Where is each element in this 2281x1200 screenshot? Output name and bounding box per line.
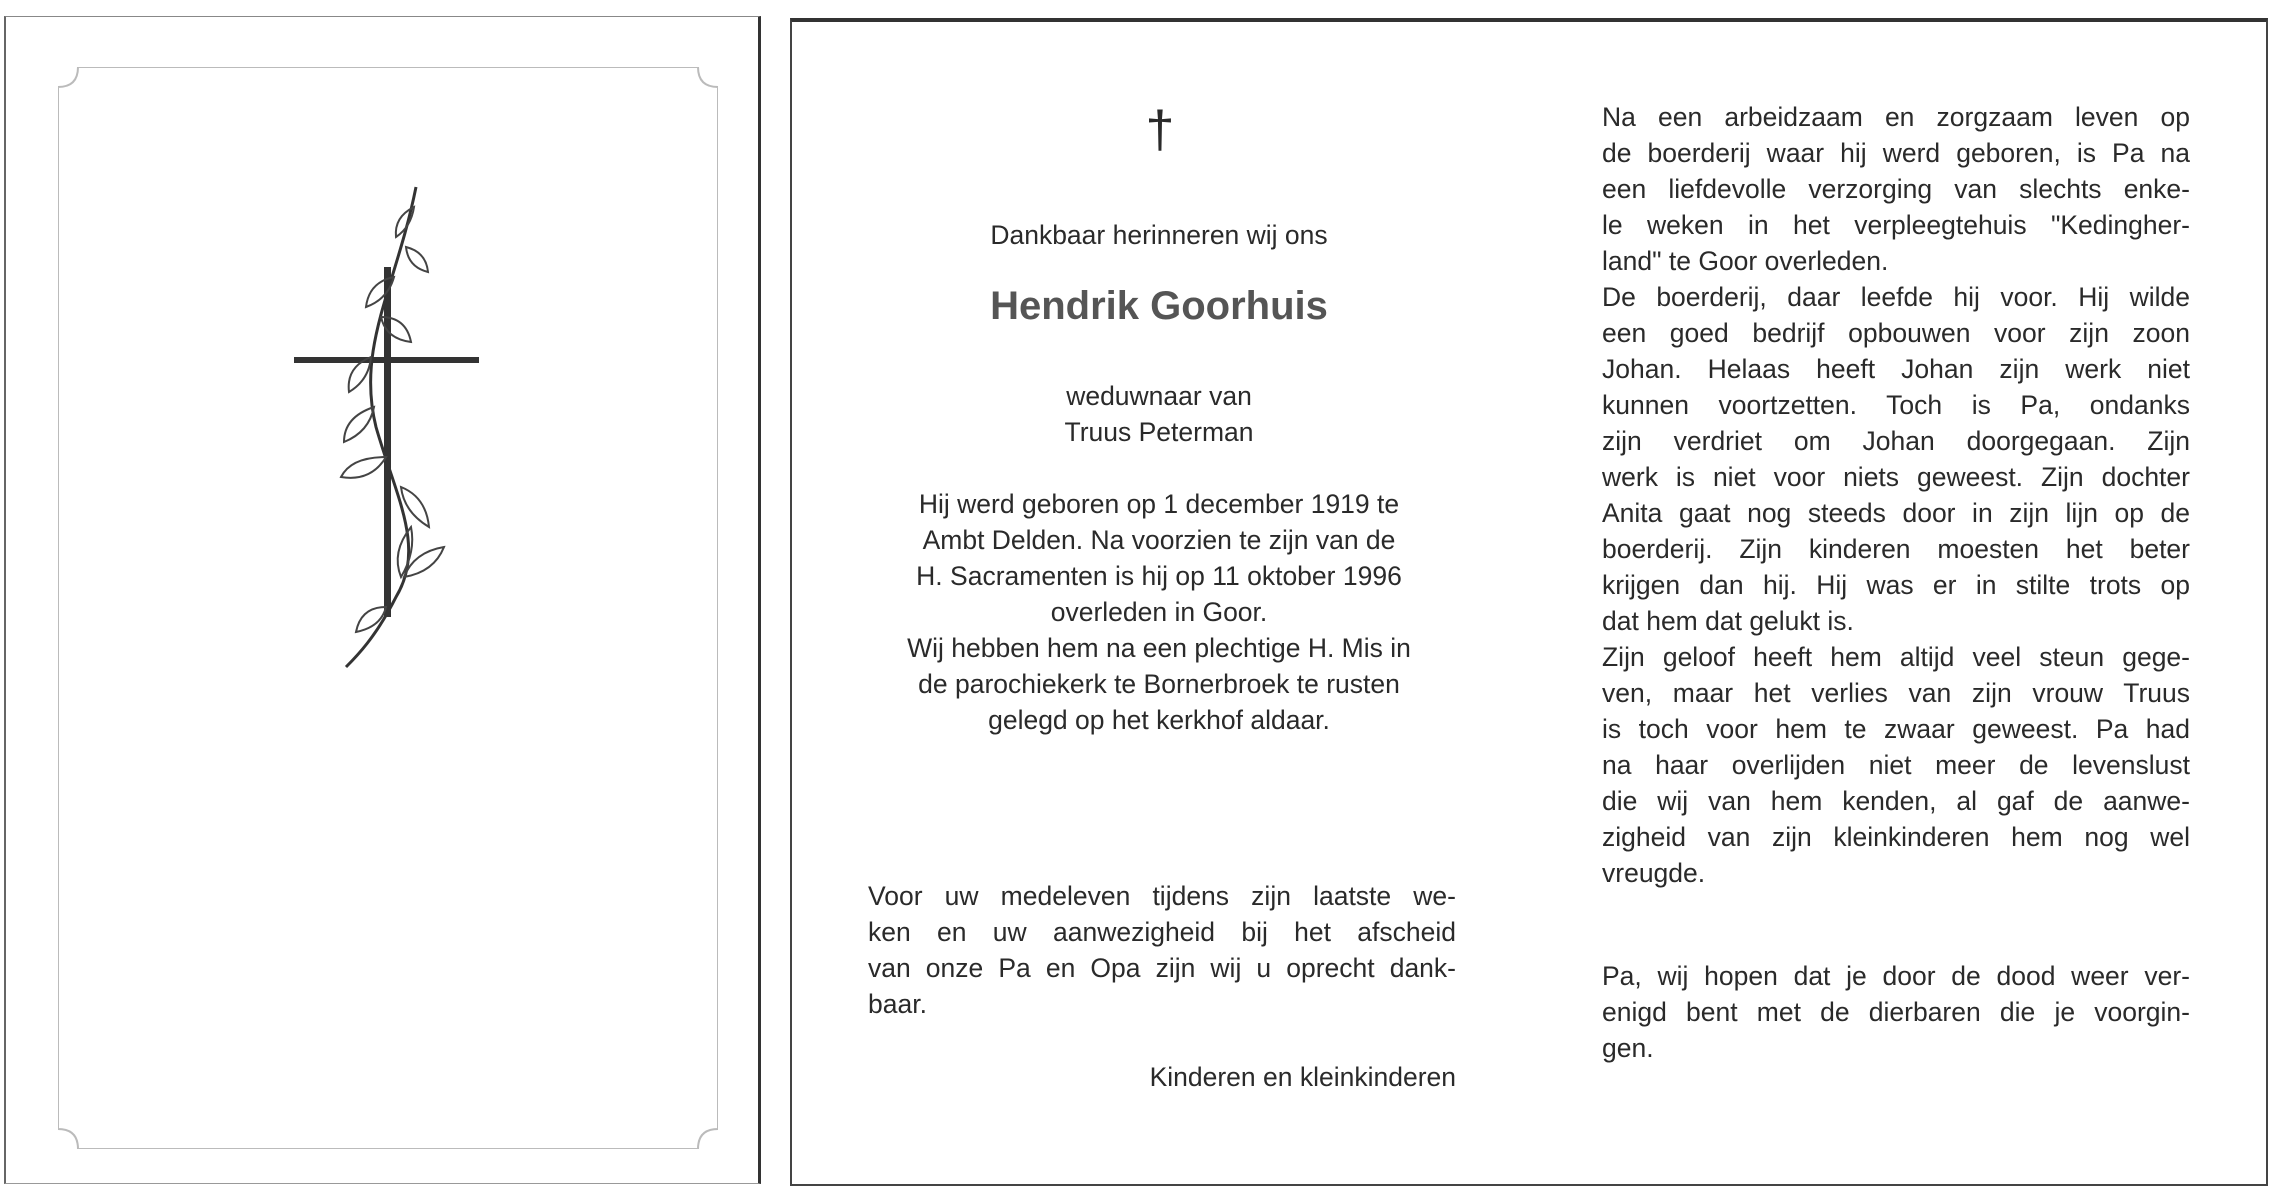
thanks-paragraph — [868, 878, 1456, 1022]
story-line: werk is niet voor niets geweest. Zijn dochter — [1602, 462, 2190, 492]
story-line: na haar overlijden niet meer de levenslust — [1602, 750, 2190, 780]
story-line: kunnen voortzetten. Toch is Pa, ondanks — [1602, 390, 2190, 420]
closing-paragraph — [1602, 958, 2190, 1066]
story-line: dat hem dat gelukt is. — [1602, 606, 1854, 636]
story-line: krijgen dan hij. Hij was er in stilte trots op — [1602, 570, 2190, 600]
card-front — [4, 16, 761, 1184]
spouse-name: Truus Peterman — [1064, 417, 1254, 447]
story-line: land" te Goor overleden. — [1602, 246, 1889, 276]
story-line: ven, maar het verlies van zijn vrouw Truus — [1602, 678, 2190, 708]
story-line: zijn verdriet om Johan doorgegaan. Zijn — [1602, 426, 2190, 456]
bio-line: H. Sacramenten is hij op 11 oktober 1996 — [916, 561, 1402, 591]
widower-line: weduwnaar van — [1066, 381, 1252, 411]
story-line: De boerderij, daar leefde hij voor. Hij wilde — [1602, 282, 2190, 312]
story-line: zigheid van zijn kleinkinderen hem nog wel — [1602, 822, 2190, 852]
bio-line: overleden in Goor. — [1050, 597, 1268, 627]
bio-line: gelegd op het kerkhof aldaar. — [988, 705, 1330, 735]
bio-line: Wij hebben hem na een plechtige H. Mis in — [907, 633, 1411, 663]
thanks-line: Voor uw medeleven tijdens zijn laatste we- — [868, 881, 1456, 911]
thanks-line: baar. — [868, 989, 927, 1019]
story-line: vreugde. — [1602, 858, 1706, 888]
story-line: is toch voor hem te zwaar geweest. Pa had — [1602, 714, 2190, 744]
intro-text: Dankbaar herinneren wij ons — [990, 220, 1328, 250]
bio-line: Ambt Delden. Na voorzien te zijn van de — [922, 525, 1396, 555]
signature: Kinderen en kleinkinderen — [1149, 1062, 1456, 1092]
story-line: de boerderij waar hij werd geboren, is Pa na — [1602, 138, 2190, 168]
small-cross-icon: † — [1145, 101, 1175, 159]
story-line: Na een arbeidzaam en zorgzaam leven op — [1602, 102, 2190, 132]
story-column — [1602, 99, 2190, 891]
story-line: boerderij. Zijn kinderen moesten het beter — [1602, 534, 2190, 564]
bio-line: Hij werd geboren op 1 december 1919 te — [918, 489, 1400, 519]
deceased-name: Hendrik Goorhuis — [990, 284, 1328, 328]
story-line: Zijn geloof heeft hem altijd veel steun gege- — [1602, 642, 2190, 672]
thanks-line: van onze Pa en Opa zijn wij u oprecht dank- — [868, 953, 1456, 983]
thanks-line: ken en uw aanwezigheid bij het afscheid — [868, 917, 1456, 947]
story-line: le weken in het verpleegtehuis "Kedingher- — [1602, 210, 2190, 240]
closing-line: Pa, wij hopen dat je door de dood weer ver- — [1602, 961, 2190, 991]
bio-line: de parochiekerk te Bornerbroek te rusten — [918, 669, 1400, 699]
story-line: die wij van hem kenden, al gaf de aanwe- — [1602, 786, 2190, 816]
story-line: een liefdevolle verzorging van slechts enke- — [1602, 174, 2190, 204]
story-line: Johan. Helaas heeft Johan zijn werk niet — [1602, 354, 2190, 384]
closing-line: gen. — [1602, 1033, 1654, 1063]
cross-with-olive-branch-icon — [286, 167, 506, 687]
story-line: een goed bedrijf opbouwen voor zijn zoon — [1602, 318, 2190, 348]
story-line: Anita gaat nog steeds door in zijn lijn op de — [1602, 498, 2190, 528]
closing-line: enigd bent met de dierbaren die je voorgin- — [1602, 997, 2190, 1027]
card-inside — [790, 18, 2268, 1186]
